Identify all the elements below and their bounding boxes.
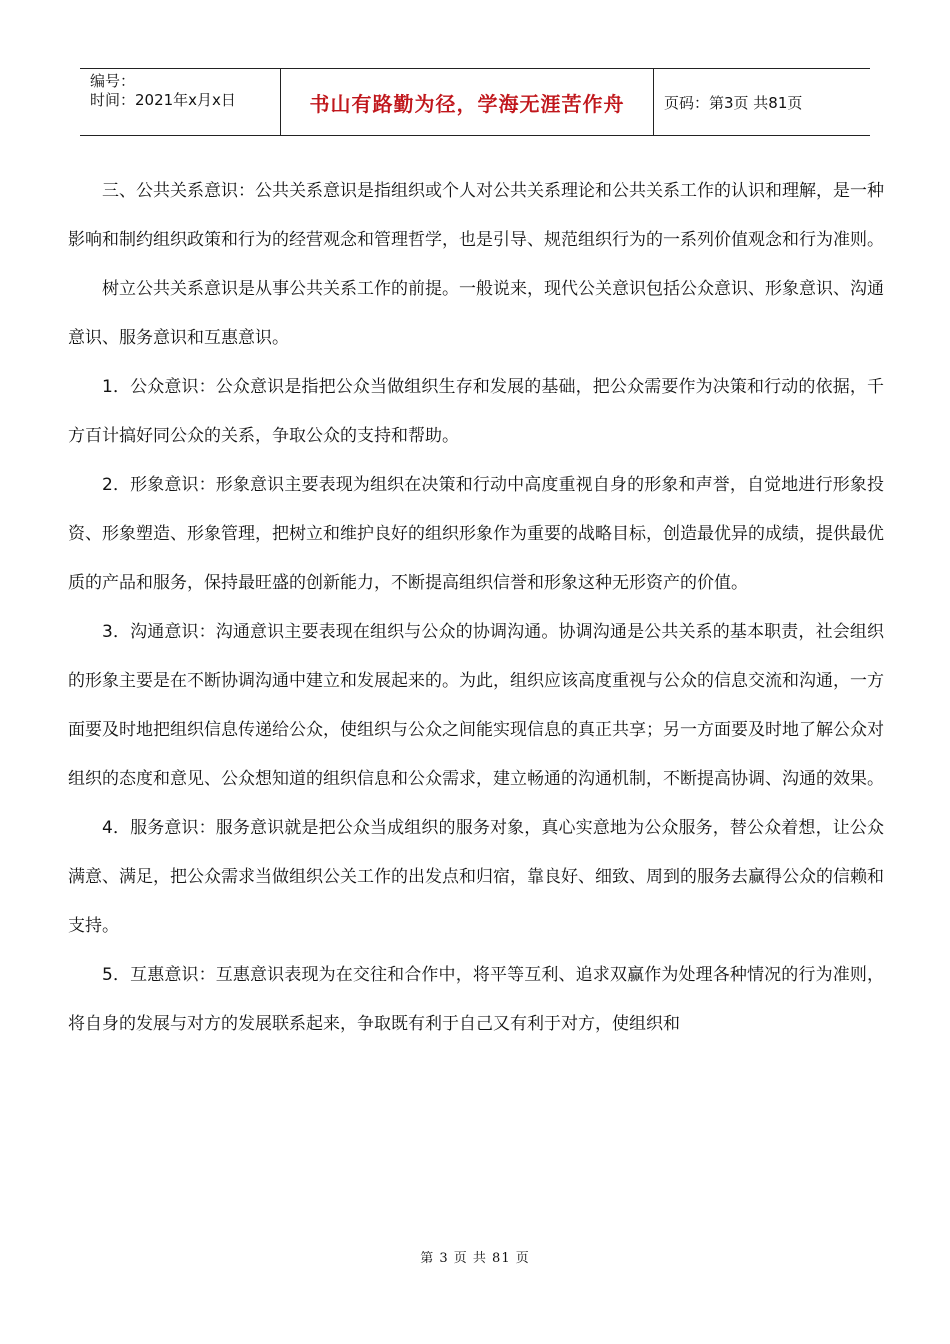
page-header — [80, 68, 870, 136]
document-date: 时间：2021年x月x日 — [90, 91, 236, 109]
document-body — [68, 167, 884, 1049]
paragraph: 3．沟通意识：沟通意识主要表现在组织与公众的协调沟通。协调沟通是公共关系的基本职责，社会组织的形象主要是在不断协调沟通中建立和发展起来的。为此，组织应该高度重视与公众的信息交流和沟通，一方面要及时地把组织信息传递给公众，使组织与公众之间能实现信息的真正共享；另一方面要及时地了解公众对组织的态度和意见、公众想知道的组织信息和公众需求，建立畅通的沟通机制，不断提高协调、沟通的效果。 — [68, 622, 884, 789]
paragraph: 4．服务意识：服务意识就是把公众当成组织的服务对象，真心实意地为公众服务，替公众着想，让公众满意、满足，把公众需求当做组织公关工作的出发点和归宿，靠良好、细致、周到的服务去赢得公众的信赖和支持。 — [68, 818, 884, 936]
document-number-label: 编号： — [90, 72, 136, 90]
paragraph: 5．互惠意识：互惠意识表现为在交往和合作中，将平等互利、追求双赢作为处理各种情况的行为准则，将自身的发展与对方的发展联系起来，争取既有利于自己又有利于对方，使组织和 — [68, 965, 884, 1034]
header-meta — [80, 69, 281, 135]
paragraph: 2．形象意识：形象意识主要表现为组织在决策和行动中高度重视自身的形象和声誉，自觉地进行形象投资、形象塑造、形象管理，把树立和维护良好的组织形象作为重要的战略目标，创造最优异的成绩，提供最优质的产品和服务，保持最旺盛的创新能力，不断提高组织信誉和形象这种无形资产的价值。 — [68, 475, 884, 593]
header-motto: 书山有路勤为径，学海无涯苦作舟 — [281, 69, 654, 135]
paragraph: 三、公共关系意识：公共关系意识是指组织或个人对公共关系理论和公共关系工作的认识和理解，是一种影响和制约组织政策和行为的经营观念和管理哲学，也是引导、规范组织行为的一系列价值观念和行为准则。 — [68, 181, 884, 250]
paragraph: 树立公共关系意识是从事公共关系工作的前提。一般说来，现代公关意识包括公众意识、形象意识、沟通意识、服务意识和互惠意识。 — [68, 279, 884, 348]
paragraph: 1．公众意识：公众意识是指把公众当做组织生存和发展的基础，把公众需要作为决策和行动的依据，千方百计搞好同公众的关系，争取公众的支持和帮助。 — [68, 377, 884, 446]
footer-page-number: 第 3 页 共 81 页 — [420, 1251, 530, 1266]
page-footer — [0, 1247, 950, 1266]
header-page-info: 页码：第3页 共81页 — [664, 93, 803, 112]
